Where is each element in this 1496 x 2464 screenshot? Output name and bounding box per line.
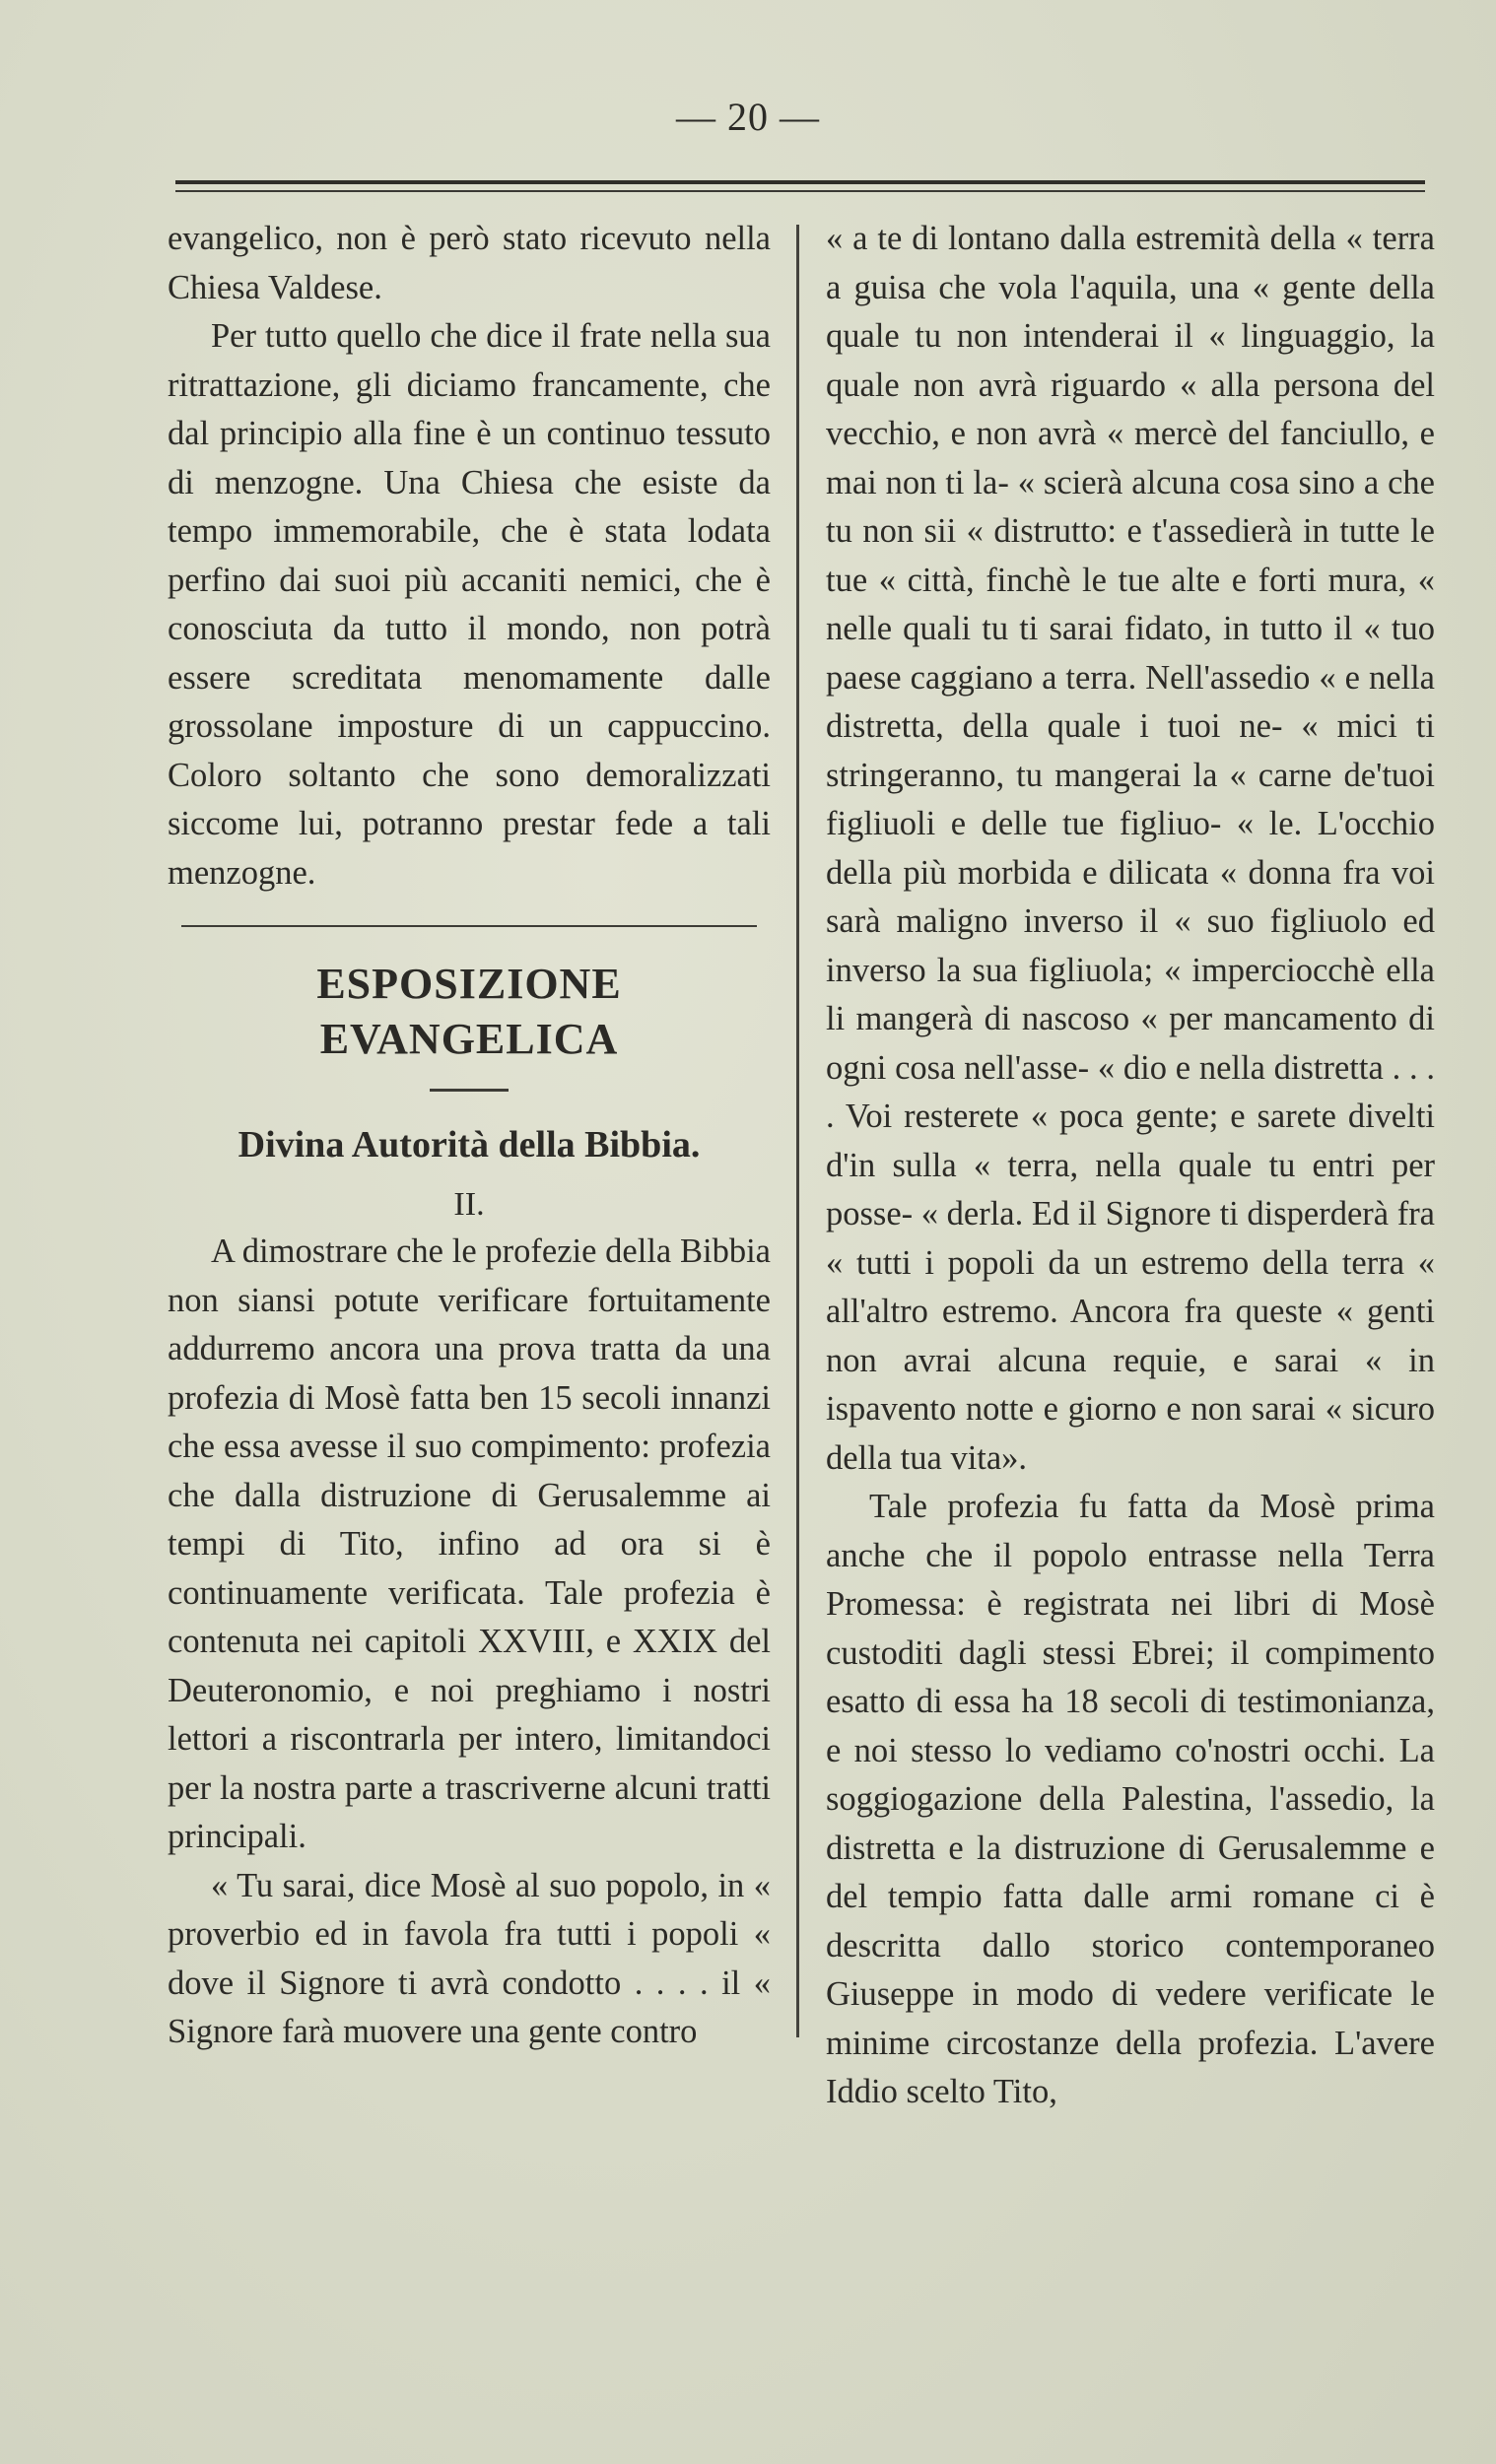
quote-paragraph: « Tu sarai, dice Mosè al suo popolo, in « proverbio ed in favola fra tutti i popoli « dove il Signore ti avrà condotto . . . . il « Signore farà muovere una gente contro xyxy=(168,1866,771,2050)
paragraph: Tale profezia fu fatta da Mosè prima anche che il popolo entrasse nella Terra Promessa: è registrata nei libri di Mosè custoditi dagli stessi Ebrei; il compimento esatto di essa ha 18 secoli di testimonianza, e noi stesso lo vediamo co'nostri occhi. La soggiogazione della Palestina, l'assedio, la distretta e la distruzione di Gerusalemme e del tempio fatta dalle armi romane ci è descritta dallo storico contemporaneo Giuseppe in modo di vedere verificate le minime circostanze della profezia. L'avere Iddio scelto Tito, xyxy=(826,1488,1435,2110)
paragraph: evangelico, non è però stato ricevuto nella Chiesa Valdese. xyxy=(168,220,771,306)
column-divider xyxy=(796,225,799,2037)
left-column xyxy=(168,215,771,2057)
header-rule-thin xyxy=(175,190,1425,192)
header-rule-thick xyxy=(175,180,1425,184)
section-title: ESPOSIZIONE EVANGELICA xyxy=(316,960,622,1063)
section-rule xyxy=(181,925,757,927)
part-numeral: II. xyxy=(453,1186,485,1223)
short-rule xyxy=(430,1089,509,1092)
article-subtitle: Divina Autorità della Bibbia. xyxy=(238,1124,701,1165)
quote-paragraph: « a te di lontano dalla estremità della « terra a guisa che vola l'aquila, una « gente della quale tu non intenderai il « linguaggio, la quale non avrà riguardo « alla persona del vecchio, e non avrà « mercè del fanciullo, e mai non ti la- « scierà alcuna cosa sino a che tu non sii « distrutto: e t'assedierà in tutte le tue « città, finchè le tue alte e forti mura, « nelle quali tu ti sarai fidato, in tutto il « tuo paese caggiano a terra. Nell'assedio « e nella distretta, della quale i tuoi ne- « mici ti stringeranno, tu mangerai la « carne de'tuoi figliuoli e delle tue figliuo- « le. L'occhio della più morbida e dilicata « donna fra voi sarà maligno inverso il « suo figliuolo ed inverso la sua figliuola; « imperciocchè ella li mangerà di nascoso « per mancamento di ogni cosa nell'asse- « dio e nella distretta . . . . Voi resterete « poca gente; e sarete divelti d'in sulla « terra, nella quale tu entri per posse- « derla. Ed il Signore ti disperderà fra « tutti i popoli da un estremo della terra « all'altro estremo. Ancora fra queste « genti non avrai alcuna requie, e sarai « in ispavento notte e giorno e non sarai « sicuro della tua vita». xyxy=(826,220,1435,1477)
paragraph: A dimostrare che le profezie della Bibbia non siansi potute verificare fortuitamente addurremo ancora una prova tratta da una profezia di Mosè fatta ben 15 secoli innanzi che essa avesse il suo compimento: profezia che dalla distruzione di Gerusalemme ai tempi di Tito, infino ad ora si è continuamente verificata. Tale profezia è contenuta nei capitoli XXVIII, e XXIX del Deuteronomio, e noi preghiamo i nostri lettori a riscontrarla per intero, limitandoci per la nostra parte a trascriverne alcuni tratti principali. xyxy=(168,1232,771,1855)
right-column xyxy=(826,215,1435,2117)
page-number: — 20 — xyxy=(676,95,820,139)
paragraph: Per tutto quello che dice il frate nella sua ritrattazione, gli diciamo francamente, che dal principio alla fine è un continuo tessuto di menzogne. Una Chiesa che esiste da tempo immemorabile, che è stata lodata perfino dai suoi più accaniti nemici, che è conosciuta da tutto il mondo, non potrà essere screditata menomamente dalle grossolane imposture di un cappuccino. Coloro soltanto che sono demoralizzati siccome lui, potranno prestar fede a tali menzogne. xyxy=(168,317,771,892)
